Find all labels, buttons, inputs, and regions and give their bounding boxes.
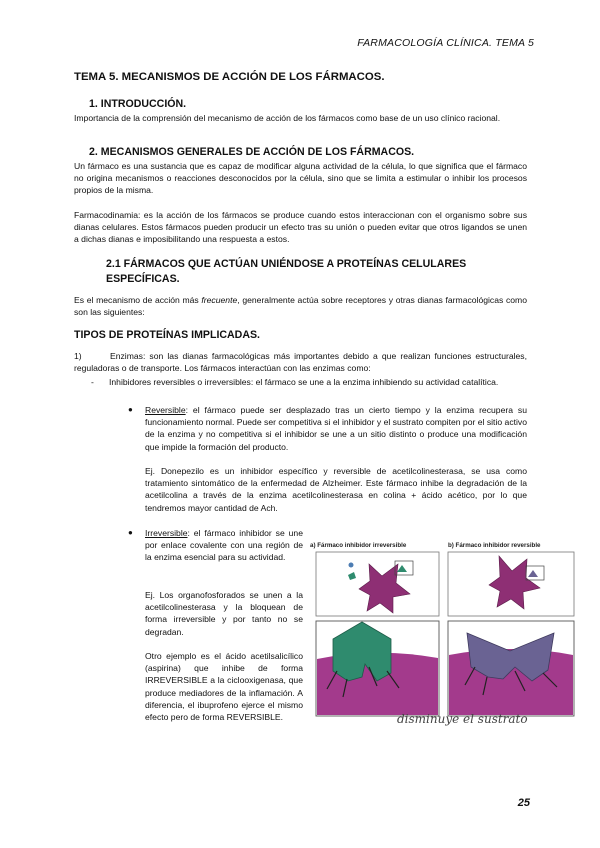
tipos-heading: TIPOS DE PROTEÍNAS IMPLICADAS. xyxy=(74,329,260,341)
dash-bullet: - xyxy=(91,377,94,387)
section-2-1-paragraph: Es el mecanismo de acción más frecuente, generalmente actúa sobre receptores y otras dianas farmacológicas como son las siguientes: xyxy=(74,295,527,318)
chapter-title: TEMA 5. MECANISMOS DE ACCIÓN DE LOS FÁRMACOS. xyxy=(74,71,385,83)
aspirina-example: Otro ejemplo es el ácido acetilsalicílico (aspirina) que inhibe de forma IRREVERSIBLE a la ciclooxigenasa, que produce mediadores de la inflamación. A diferencia, el ibuprofeno ejerce el mismo efecto pero de forma REVERSIBLE. xyxy=(145,651,303,723)
section-heading-introduccion: 1. INTRODUCCIÓN. xyxy=(89,98,187,110)
figure-label-irreversible: a) Fármaco inhibidor irreversible xyxy=(310,542,407,549)
enzimas-paragraph: Enzimas: son las dianas farmacológicas más importantes debido a que realizan funciones estructurales, reguladoras o de transporte. Los fármacos interactúan con las enzimas como: xyxy=(74,351,527,374)
farmaco-definition-paragraph: Un fármaco es una sustancia que es capaz de modificar alguna actividad de la célula, lo que significa que el fármaco no origina mecanismos o reacciones desconocidos por la célula, sino que se limita a estimular o inhibir los procesos propios de la misma. xyxy=(74,161,527,196)
farmacodinamia-paragraph: Farmacodinamia: es la acción de los fármacos se produce cuando estos interaccionan con el organismo sobre sus dianas celulares. Estos fármacos pueden producir un efecto tras su unión o pueden evitar que otros ligandos se unen a dichas dianas e imposibilitando una respuesta a estos. xyxy=(74,210,527,245)
figure-illustration xyxy=(307,531,579,731)
irreversible-example: Ej. Los organofosforados se unen a la acetilcolinesterasa y la bloquean de forma irreversible y por tanto no se degradan. xyxy=(145,590,303,637)
section-heading-2-1: 2.1 FÁRMACOS QUE ACTÚAN UNIÉNDOSE A PROTEÍNAS CELULARES ESPECÍFICAS. xyxy=(106,258,467,285)
reversible-paragraph: Reversible: el fármaco puede ser desplazado tras un cierto tiempo y la enzima recupera su funcionamiento normal. Puede ser competitiva si el inhibidor y el sustrato compiten por el sitio activo de la enzima y no competitiva si el inhibidor se une a un sitio distinto o produce una modificación que impide la formación del producto. xyxy=(145,405,527,452)
irreversible-paragraph: Irreversible: el fármaco inhibidor se une por enlace covalente con una región de la enzima esencial para su actividad. xyxy=(145,528,303,563)
enzyme-inhibition-figure xyxy=(307,531,579,731)
intro-paragraph: Importancia de la comprensión del mecanismo de acción de los fármacos como base de un uso clínico racional. xyxy=(74,113,501,123)
inhibidores-paragraph: Inhibidores reversibles o irreversibles: el fármaco se une a la enzima inhibiendo su actividad catalítica. xyxy=(109,377,499,387)
list-number-1: 1) xyxy=(74,351,82,361)
figure-label-reversible: b) Fármaco inhibidor reversible xyxy=(448,542,541,549)
running-header: FARMACOLOGÍA CLÍNICA. TEMA 5 xyxy=(357,37,534,49)
bullet-icon: ● xyxy=(128,528,133,537)
handwritten-annotation: disminuye el sustrato xyxy=(397,712,528,726)
section-heading-mecanismos: 2. MECANISMOS GENERALES DE ACCIÓN DE LOS FÁRMACOS. xyxy=(89,146,415,158)
reversible-example: Ej. Donepezilo es un inhibidor específico y reversible de acetilcolinesterasa, se usa como tratamiento sintomático de la enfermedad de Alzheimer. Este fármaco inhibe la degradación de la acetilcolina a través de la enzima acetilcolinesterasa en colina + ácido acético, por lo que tendremos mayor cantidad de Ach. xyxy=(145,466,527,513)
bullet-icon: ● xyxy=(128,405,133,414)
page-number: 25 xyxy=(517,797,530,809)
